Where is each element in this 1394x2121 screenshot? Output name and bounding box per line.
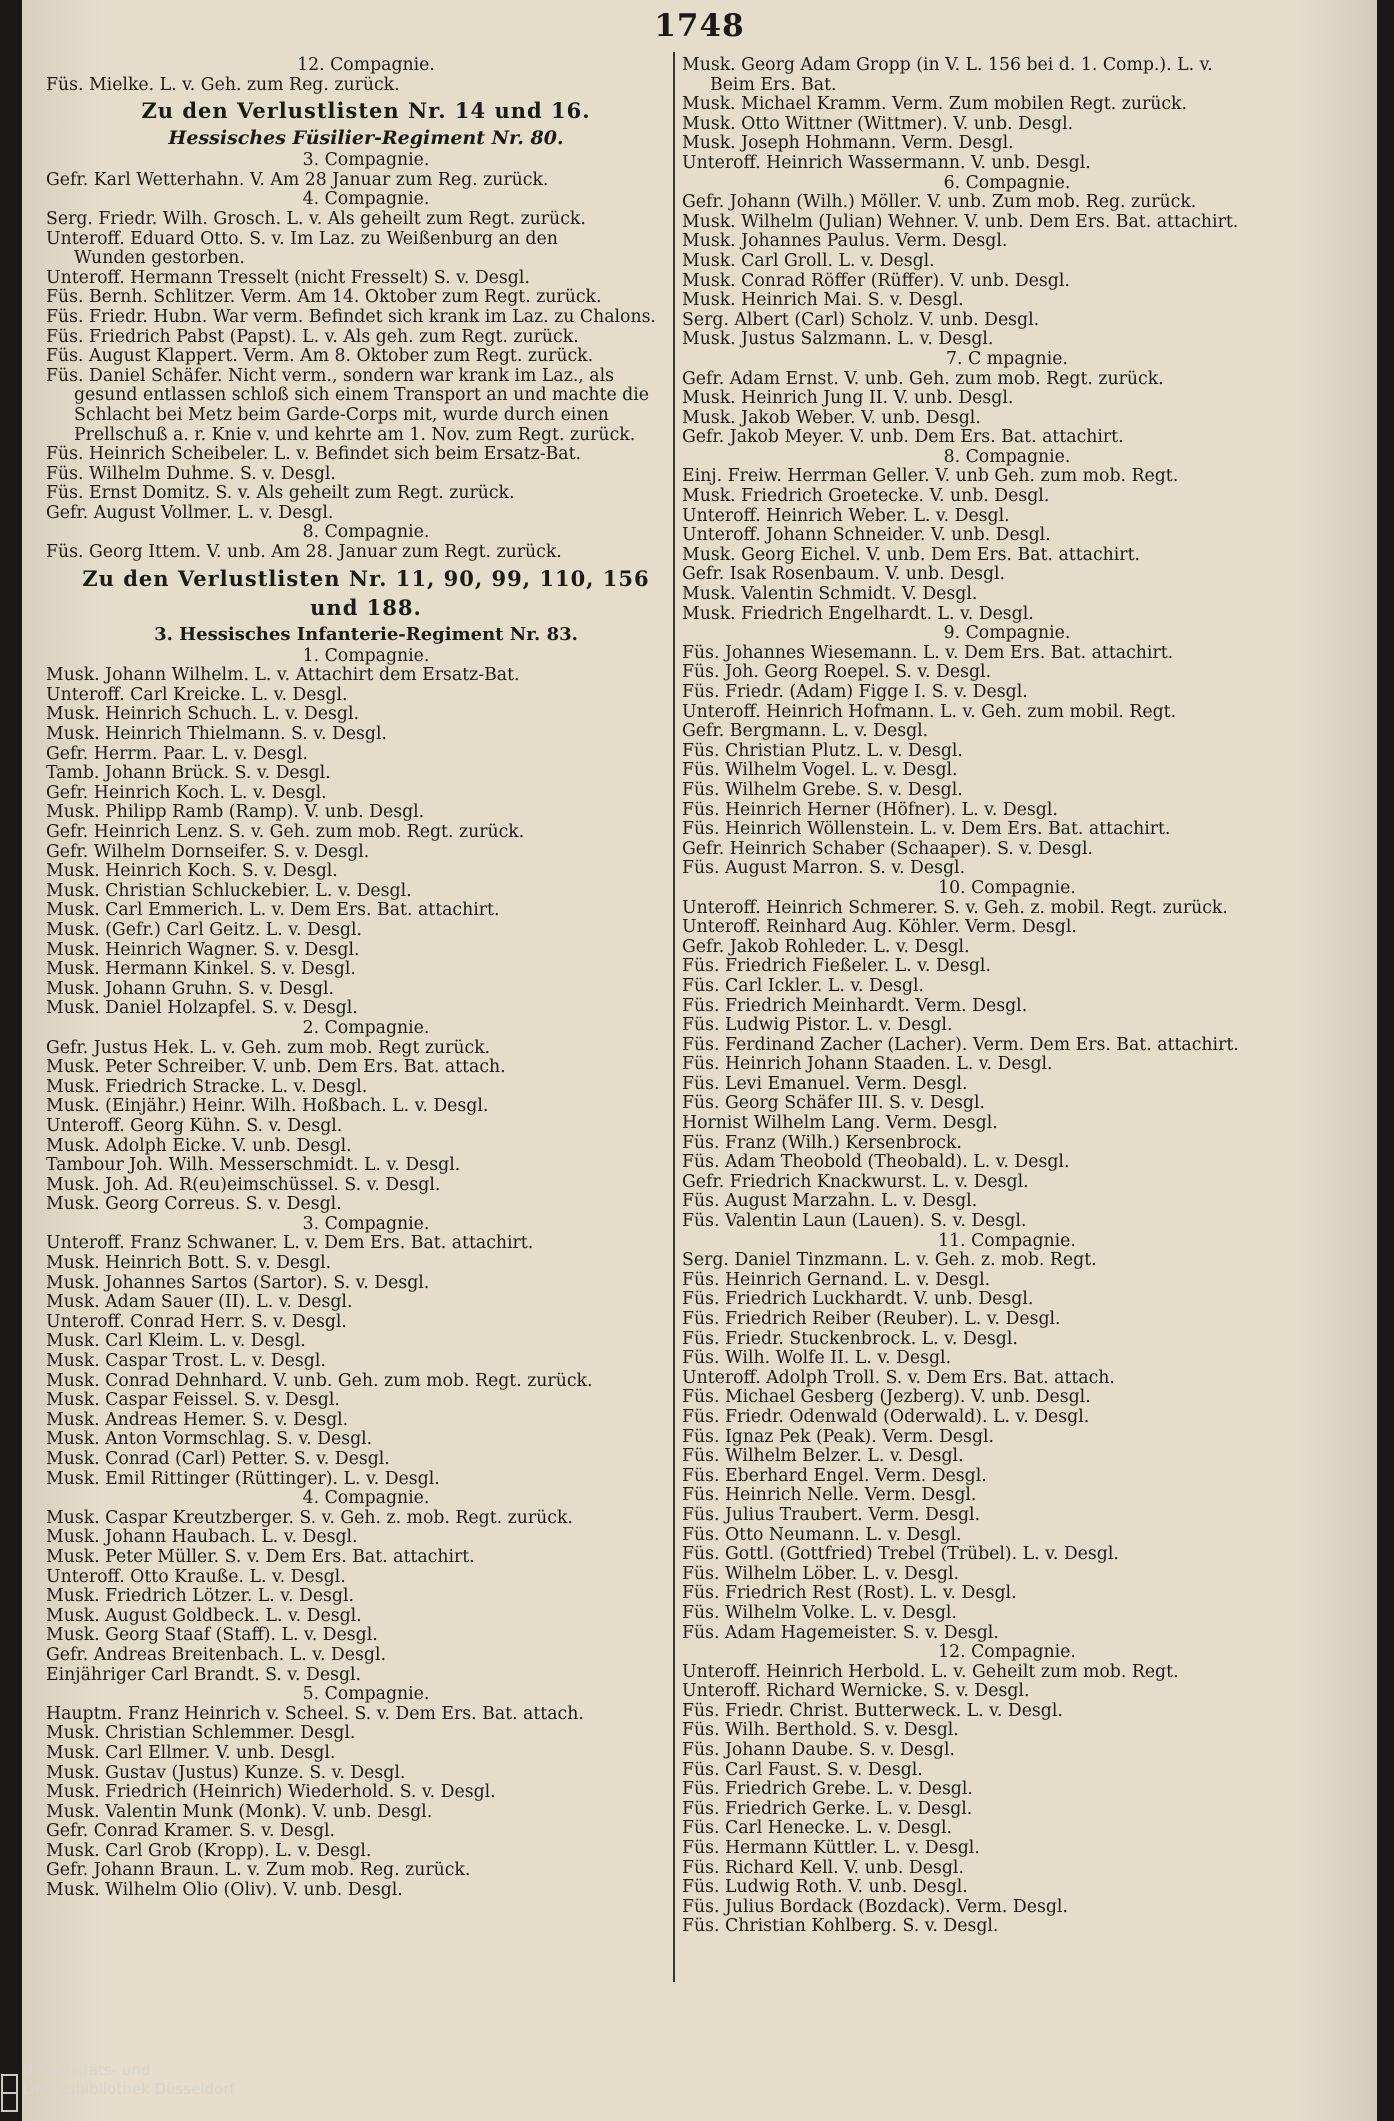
entry-line: Unteroff. Heinrich Schmerer. S. v. Geh. z. mobil. Regt. zurück.: [682, 898, 1228, 918]
entry-line: Füs. Friedrich Fießeler. L. v. Desgl.: [682, 957, 991, 977]
entry-line: Musk. Andreas Hemer. S. v. Desgl.: [46, 1410, 349, 1430]
entry-line: Gefr. August Vollmer. L. v. Desgl.: [46, 503, 334, 523]
entry-line: Musk. Gustav (Justus) Kunze. S. v. Desgl.: [46, 1763, 406, 1783]
entry-line: Gefr. Johann Braun. L. v. Zum mob. Reg. zurück.: [46, 1861, 471, 1881]
company-heading: 7. C mpagnie.: [946, 349, 1068, 369]
company-heading: 8. Compagnie.: [943, 447, 1071, 467]
entry-line: Füs. Ludwig Roth. V. unb. Desgl.: [682, 1878, 968, 1898]
entry-line: Musk. Justus Salzmann. L. v. Desgl.: [682, 330, 994, 350]
entry-line: Gefr. Jakob Meyer. V. unb. Dem Ers. Bat. attachirt.: [682, 428, 1124, 448]
entry-line: Musk. Peter Müller. S. v. Dem Ers. Bat. attachirt.: [46, 1547, 475, 1567]
entry-line: Unteroff. Johann Schneider. V. unb. Desgl.: [682, 526, 1051, 546]
entry-line: Füs. Friedr. Hubn. War verm. Befindet sich krank im Laz. zu Chalons.: [46, 307, 656, 327]
entry-line: Füs. Adam Theobold (Theobald). L. v. Desgl.: [682, 1153, 1070, 1173]
footer-credit: [22, 2061, 235, 2099]
entry-line: Musk. Christian Schlemmer. Desgl.: [46, 1724, 356, 1744]
entry-line: Gefr. Conrad Kramer. S. v. Desgl.: [46, 1822, 336, 1842]
entry-line: Tambour Joh. Wilh. Messerschmidt. L. v. Desgl.: [46, 1156, 461, 1176]
entry-line: Füs. Friedrich Reiber (Reuber). L. v. Desgl.: [682, 1310, 1061, 1329]
entry-line: Musk. August Goldbeck. L. v. Desgl.: [46, 1606, 362, 1626]
entry-line: Unteroff. Conrad Herr. S. v. Desgl.: [46, 1312, 347, 1332]
entry-line: Hornist Wilhelm Lang. Verm. Desgl.: [682, 1114, 998, 1134]
entry-line: Füs. Julius Bordack (Bozdack). Verm. Desgl.: [682, 1897, 1068, 1917]
entry-line: Füs. Georg Ittem. V. unb. Am 28. Januar zum Regt. zurück.: [46, 543, 562, 563]
entry-line: Musk. Carl Grob (Kropp). L. v. Desgl.: [46, 1841, 372, 1861]
entry-line: Füs. Friedrich Pabst (Papst). L. v. Als geh. zum Regt. zurück.: [46, 327, 579, 347]
entry-line: Füs. August Klappert. Verm. Am 8. Oktober zum Regt. zurück.: [46, 347, 594, 367]
entry-line: Musk. Heinrich Wagner. S. v. Desgl.: [46, 940, 360, 960]
entry-line: Füs. Gottl. (Gottfried) Trebel (Trübel). L. v. Desgl.: [682, 1545, 1119, 1565]
entry-line: Musk. Johann Gruhn. S. v. Desgl.: [46, 979, 335, 999]
entry-line: Musk. Friedrich Stracke. L. v. Desgl.: [46, 1077, 368, 1097]
company-heading: 8. Compagnie.: [302, 523, 430, 543]
entry-line: Unteroff. Eduard Otto. S. v. Im Laz. zu Weißenburg an den: [46, 229, 558, 249]
entry-line: Wunden gestorben.: [74, 249, 245, 269]
entry-line: Füs. Wilhelm Grebe. S. v. Desgl.: [682, 780, 963, 800]
entry-line: Musk. Heinrich Mai. S. v. Desgl.: [682, 291, 964, 311]
entry-line: Gefr. Heinrich Koch. L. v. Desgl.: [46, 783, 327, 803]
company-heading: 9. Compagnie.: [943, 624, 1071, 644]
entry-line: Tamb. Johann Brück. S. v. Desgl.: [46, 764, 331, 784]
entry-line: Musk. Hermann Kinkel. S. v. Desgl.: [46, 960, 356, 980]
entry-line: Gefr. Justus Hek. L. v. Geh. zum mob. Regt zurück.: [46, 1038, 491, 1058]
entry-line: Gefr. Andreas Breitenbach. L. v. Desgl.: [46, 1645, 386, 1665]
entry-line: Füs. Christian Kohlberg. S. v. Desgl.: [682, 1917, 999, 1937]
entry-line: Füs. Joh. Georg Roepel. S. v. Desgl.: [682, 663, 992, 683]
entry-line: Füs. Wilhelm Volke. L. v. Desgl.: [682, 1603, 957, 1623]
entry-line: Füs. Heinrich Wöllenstein. L. v. Dem Ers. Bat. attachirt.: [682, 820, 1171, 840]
footer-line-1: Universitäts- und: [22, 2061, 151, 2079]
entry-line: Musk. Johannes Sartos (Sartor). S. v. Desgl.: [46, 1273, 430, 1293]
entry-line: Unteroff. Georg Kühn. S. v. Desgl.: [46, 1116, 343, 1136]
entry-line: Musk. Anton Vormschlag. S. v. Desgl.: [46, 1430, 373, 1450]
entry-line: Füs. Otto Neumann. L. v. Desgl.: [682, 1525, 962, 1545]
entry-line: Füs. Bernh. Schlitzer. Verm. Am 14. Oktober zum Regt. zurück.: [46, 288, 602, 308]
entry-line: Musk. Conrad Dehnhard. V. unb. Geh. zum mob. Regt. zurück.: [46, 1371, 593, 1391]
entry-line: Musk. Georg Adam Gropp (in V. L. 156 bei d. 1. Comp.). L. v.: [682, 56, 1213, 75]
entry-line: Füs. Julius Traubert. Verm. Desgl.: [682, 1505, 981, 1525]
entry-line: Füs. Heinrich Herner (Höfner). L. v. Desgl.: [682, 800, 1058, 820]
entry-line: Gefr. Adam Ernst. V. unb. Geh. zum mob. Regt. zurück.: [682, 369, 1164, 389]
entry-line: Gefr. Friedrich Knackwurst. L. v. Desgl.: [682, 1172, 1029, 1192]
entry-line: Gefr. Herrm. Paar. L. v. Desgl.: [46, 744, 308, 764]
entry-line: Unteroff. Heinrich Hofmann. L. v. Geh. zum mobil. Regt.: [682, 702, 1177, 722]
entry-line: Musk. Philipp Ramb (Ramp). V. unb. Desgl.: [46, 803, 425, 823]
company-heading: 3. Compagnie.: [302, 151, 430, 171]
entry-line: Gefr. Heinrich Schaber (Schaaper). S. v. Desgl.: [682, 839, 1094, 859]
entry-line: Musk. Caspar Feissel. S. v. Desgl.: [46, 1391, 340, 1411]
entry-line: Musk. Heinrich Koch. S. v. Desgl.: [46, 862, 338, 882]
entry-line: Schlacht bei Metz beim Garde-Corps mit, wurde durch einen: [74, 405, 609, 425]
entry-line: Füs. Wilhelm Belzer. L. v. Desgl.: [682, 1447, 964, 1467]
section-heading: 3. Hessisches Infanterie-Regiment Nr. 83.: [154, 623, 578, 645]
entry-line: Füs. Ferdinand Zacher (Lacher). Verm. Dem Ers. Bat. attachirt.: [682, 1035, 1239, 1055]
entry-line: Musk. Heinrich Schuch. L. v. Desgl.: [46, 705, 359, 725]
entry-line: Füs. Friedr. Stuckenbrock. L. v. Desgl.: [682, 1329, 1018, 1349]
entry-line: Gefr. Isak Rosenbaum. V. unb. Desgl.: [682, 565, 1006, 585]
page-number: 1748: [654, 8, 745, 44]
entry-line: Füs. Wilhelm Löber. L. v. Desgl.: [682, 1564, 959, 1584]
entry-line: Musk. (Einjähr.) Heinr. Wilh. Hoßbach. L. v. Desgl.: [46, 1097, 489, 1117]
entry-line: Prellschuß a. r. Knie v. und kehrte am 1. Nov. zum Regt. zurück.: [74, 425, 636, 445]
entry-line: Unteroff. Hermann Tresselt (nicht Fresselt) S. v. Desgl.: [46, 268, 530, 288]
entry-line: Serg. Albert (Carl) Scholz. V. unb. Desgl.: [682, 310, 1040, 330]
entry-line: Musk. Heinrich Bott. S. v. Desgl.: [46, 1254, 332, 1274]
left-column: [46, 56, 686, 1901]
entry-line: Füs. Michael Gesberg (Jezberg). V. unb. Desgl.: [682, 1388, 1091, 1408]
entry-line: gesund entlassen schloß sich einem Transport an und machte die: [74, 386, 649, 406]
entry-line: Unteroff. Otto Krauße. L. v. Desgl.: [46, 1567, 346, 1587]
entry-line: Füs. Carl Faust. S. v. Desgl.: [682, 1760, 923, 1780]
entry-line: Musk. Heinrich Thielmann. S. v. Desgl.: [46, 725, 388, 745]
entry-line: Musk. Carl Emmerich. L. v. Dem Ers. Bat. attachirt.: [46, 901, 500, 921]
company-heading: 6. Compagnie.: [943, 173, 1071, 193]
entry-line: Füs. Mielke. L. v. Geh. zum Reg. zurück.: [46, 75, 400, 95]
entry-line: Füs. Friedrich Grebe. L. v. Desgl.: [682, 1780, 973, 1800]
entry-line: Musk. Valentin Munk (Monk). V. unb. Desgl.: [46, 1802, 433, 1822]
entry-line: Füs. Wilhelm Vogel. L. v. Desgl.: [682, 761, 958, 781]
entry-line: Füs. Valentin Laun (Lauen). S. v. Desgl.: [682, 1212, 1027, 1232]
entry-line: Musk. Adolph Eicke. V. unb. Desgl.: [46, 1136, 352, 1156]
entry-line: Füs. Johannes Wiesemann. L. v. Dem Ers. Bat. attachirt.: [682, 643, 1174, 663]
entry-line: Füs. Carl Henecke. L. v. Desgl.: [682, 1819, 952, 1839]
entry-line: Füs. Christian Plutz. L. v. Desgl.: [682, 741, 963, 761]
entry-line: Musk. Georg Eichel. V. unb. Dem Ers. Bat. attachirt.: [682, 545, 1141, 565]
entry-line: Musk. (Gefr.) Carl Geitz. L. v. Desgl.: [46, 920, 363, 940]
entry-line: Füs. Heinrich Gernand. L. v. Desgl.: [682, 1270, 991, 1290]
entry-line: Füs. Friedrich Meinhardt. Verm. Desgl.: [682, 996, 1028, 1016]
entry-line: Füs. Friedrich Rest (Rost). L. v. Desgl.: [682, 1584, 1017, 1604]
entry-line: Füs. Daniel Schäfer. Nicht verm., sondern war krank im Laz., als: [46, 366, 614, 386]
entry-line: Füs. Friedr. (Adam) Figge I. S. v. Desgl.: [682, 683, 1028, 702]
entry-line: Unteroff. Adolph Troll. S. v. Dem Ers. Bat. attach.: [682, 1368, 1115, 1388]
entry-line: Musk. Wilhelm (Julian) Wehner. V. unb. Dem Ers. Bat. attachirt.: [682, 212, 1239, 232]
entry-line: Füs. Adam Hagemeister. S. v. Desgl.: [682, 1623, 999, 1643]
entry-line: Musk. Friedrich Engelhardt. L. v. Desgl.: [682, 604, 1034, 624]
entry-line: Einjähriger Carl Brandt. S. v. Desgl.: [46, 1665, 362, 1685]
entry-line: Musk. Conrad Röffer (Rüffer). V. unb. Desgl.: [682, 271, 1070, 291]
entry-line: Musk. Carl Groll. L. v. Desgl.: [682, 251, 935, 271]
entry-line: Musk. Friedrich Lötzer. L. v. Desgl.: [46, 1587, 355, 1607]
section-heading: und 188.: [310, 594, 422, 620]
entry-line: Musk. Friedrich Groetecke. V. unb. Desgl.: [682, 487, 1050, 507]
entry-line: Füs. Wilh. Wolfe II. L. v. Desgl.: [682, 1349, 952, 1369]
entry-line: Füs. Levi Emanuel. Verm. Desgl.: [682, 1074, 968, 1094]
entry-line: Unteroff. Richard Wernicke. S. v. Desgl.: [682, 1682, 1030, 1702]
entry-line: Unteroff. Heinrich Wassermann. V. unb. Desgl.: [682, 153, 1091, 173]
entry-line: Unteroff. Heinrich Herbold. L. v. Geheilt zum mob. Regt.: [682, 1662, 1179, 1682]
entry-line: Musk. Michael Kramm. Verm. Zum mobilen Regt. zurück.: [682, 95, 1187, 115]
entry-line: Füs. Johann Daube. S. v. Desgl.: [682, 1741, 955, 1761]
company-heading: 3. Compagnie.: [302, 1214, 430, 1234]
entry-line: Unteroff. Heinrich Weber. L. v. Desgl.: [682, 506, 1010, 526]
company-heading: 10. Compagnie.: [938, 878, 1076, 898]
entry-line: Füs. Richard Kell. V. unb. Desgl.: [682, 1858, 964, 1878]
entry-line: Füs. Friedr. Odenwald (Oderwald). L. v. Desgl.: [682, 1407, 1090, 1427]
entry-line: Beim Ers. Bat.: [710, 75, 837, 95]
entry-line: Gefr. Johann (Wilh.) Möller. V. unb. Zum mob. Reg. zurück.: [682, 193, 1197, 213]
entry-line: Musk. Adam Sauer (II). L. v. Desgl.: [46, 1293, 353, 1313]
entry-line: Füs. Wilhelm Duhme. S. v. Desgl.: [46, 464, 336, 484]
entry-line: Füs. Georg Schäfer III. S. v. Desgl.: [682, 1094, 985, 1114]
section-heading: Hessisches Füsilier-Regiment Nr. 80.: [168, 127, 564, 150]
entry-line: Gefr. Heinrich Lenz. S. v. Geh. zum mob. Regt. zurück.: [46, 823, 525, 842]
entry-line: Musk. Georg Staaf (Staff). L. v. Desgl.: [46, 1626, 378, 1646]
company-heading: 11. Compagnie.: [938, 1231, 1076, 1251]
entry-line: Füs. Ludwig Pistor. L. v. Desgl.: [682, 1016, 953, 1036]
entry-line: Musk. Daniel Holzapfel. S. v. Desgl.: [46, 999, 358, 1019]
entry-line: Musk. Friedrich (Heinrich) Wiederhold. S. v. Desgl.: [46, 1783, 496, 1803]
entry-line: Füs. Wilh. Berthold. S. v. Desgl.: [682, 1721, 959, 1741]
entry-line: Serg. Daniel Tinzmann. L. v. Geh. z. mob. Regt.: [682, 1251, 1097, 1271]
entry-line: Hauptm. Franz Heinrich v. Scheel. S. v. Dem Ers. Bat. attach.: [46, 1704, 584, 1724]
entry-line: Füs. Ernst Domitz. S. v. Als geheilt zum Regt. zurück.: [46, 484, 515, 504]
entry-line: Musk. Joseph Hohmann. Verm. Desgl.: [682, 134, 1014, 154]
entry-line: Gefr. Jakob Rohleder. L. v. Desgl.: [682, 937, 970, 957]
entry-line: Füs. August Marzahn. L. v. Desgl.: [682, 1192, 978, 1212]
entry-line: Füs. August Marron. S. v. Desgl.: [682, 859, 966, 879]
entry-line: Füs. Friedr. Christ. Butterweck. L. v. Desgl.: [682, 1701, 1063, 1721]
section-heading: Zu den Verlustlisten Nr. 14 und 16.: [141, 98, 591, 124]
entry-line: Musk. Johann Haubach. L. v. Desgl.: [46, 1528, 358, 1548]
entry-line: Füs. Heinrich Scheibeler. L. v. Befindet sich beim Ersatz-Bat.: [46, 445, 582, 465]
entry-line: Unteroff. Franz Schwaner. L. v. Dem Ers. Bat. attachirt.: [46, 1234, 534, 1254]
entry-line: Füs. Friedrich Luckhardt. V. unb. Desgl.: [682, 1290, 1034, 1310]
entry-line: Füs. Franz (Wilh.) Kersenbrock.: [682, 1133, 962, 1153]
company-heading: 12. Compagnie.: [297, 56, 435, 75]
library-logo-icon: [0, 2073, 19, 2113]
entry-line: Serg. Friedr. Wilh. Grosch. L. v. Als geheilt zum Regt. zurück.: [46, 209, 586, 229]
company-heading: 2. Compagnie.: [302, 1018, 430, 1038]
newspaper-page: [22, 0, 1377, 2121]
entry-line: Unteroff. Carl Kreicke. L. v. Desgl.: [46, 685, 348, 705]
entry-line: Füs. Ignaz Pek (Peak). Verm. Desgl.: [682, 1427, 995, 1447]
entry-line: Musk. Carl Ellmer. V. unb. Desgl.: [46, 1743, 336, 1763]
entry-line: Füs. Heinrich Nelle. Verm. Desgl.: [682, 1486, 977, 1506]
entry-line: Gefr. Karl Wetterhahn. V. Am 28 Januar zum Reg. zurück.: [46, 170, 549, 190]
entry-line: Füs. Friedrich Gerke. L. v. Desgl.: [682, 1799, 973, 1819]
entry-line: Musk. Caspar Trost. L. v. Desgl.: [46, 1352, 326, 1372]
entry-line: Musk. Valentin Schmidt. V. Desgl.: [682, 585, 978, 605]
entry-line: Musk. Johann Wilhelm. L. v. Attachirt dem Ersatz-Bat.: [46, 666, 520, 686]
entry-line: Musk. Jakob Weber. V. unb. Desgl.: [682, 408, 981, 428]
entry-line: Musk. Christian Schluckebier. L. v. Desgl.: [46, 881, 412, 901]
entry-line: Unteroff. Reinhard Aug. Köhler. Verm. Desgl.: [682, 918, 1077, 938]
entry-line: Einj. Freiw. Herrman Geller. V. unb Geh. zum mob. Regt.: [682, 467, 1179, 487]
entry-line: Musk. Emil Rittinger (Rüttinger). L. v. Desgl.: [46, 1469, 440, 1489]
company-heading: 12. Compagnie.: [938, 1643, 1076, 1663]
entry-line: Gefr. Bergmann. L. v. Desgl.: [682, 722, 929, 742]
company-heading: 1. Compagnie.: [302, 646, 430, 666]
entry-line: Gefr. Wilhelm Dornseifer. S. v. Desgl.: [46, 842, 370, 862]
entry-line: Musk. Heinrich Jung II. V. unb. Desgl.: [682, 389, 1014, 409]
entry-line: Musk. Carl Kleim. L. v. Desgl.: [46, 1332, 306, 1352]
entry-line: Musk. Caspar Kreutzberger. S. v. Geh. z. mob. Regt. zurück.: [46, 1508, 573, 1528]
entry-line: Musk. Peter Schreiber. V. unb. Dem Ers. Bat. attach.: [46, 1058, 506, 1078]
company-heading: 4. Compagnie.: [302, 1489, 430, 1509]
entry-line: Musk. Otto Wittner (Wittmer). V. unb. Desgl.: [682, 114, 1074, 134]
entry-line: Musk. Conrad (Carl) Petter. S. v. Desgl.: [46, 1450, 390, 1469]
entry-line: Musk. Johannes Paulus. Verm. Desgl.: [682, 232, 1008, 252]
company-heading: 5. Compagnie.: [302, 1685, 430, 1705]
right-column: [682, 56, 1332, 1937]
entry-line: Füs. Carl Ickler. L. v. Desgl.: [682, 976, 925, 996]
section-heading: Zu den Verlustlisten Nr. 11, 90, 99, 110, 156: [82, 565, 650, 591]
company-heading: 4. Compagnie.: [302, 190, 430, 210]
entry-line: Füs. Hermann Küttler. L. v. Desgl.: [682, 1839, 980, 1859]
entry-line: Musk. Wilhelm Olio (Oliv). V. unb. Desgl.: [46, 1881, 403, 1901]
footer-line-2: Landesbibliothek Düsseldorf: [22, 2080, 235, 2098]
entry-line: Musk. Georg Correus. S. v. Desgl.: [46, 1195, 342, 1215]
entry-line: Füs. Heinrich Johann Staaden. L. v. Desgl.: [682, 1055, 1053, 1075]
entry-line: Füs. Eberhard Engel. Verm. Desgl.: [682, 1466, 987, 1486]
entry-line: Musk. Joh. Ad. R(eu)eimschüssel. S. v. Desgl.: [46, 1175, 441, 1195]
